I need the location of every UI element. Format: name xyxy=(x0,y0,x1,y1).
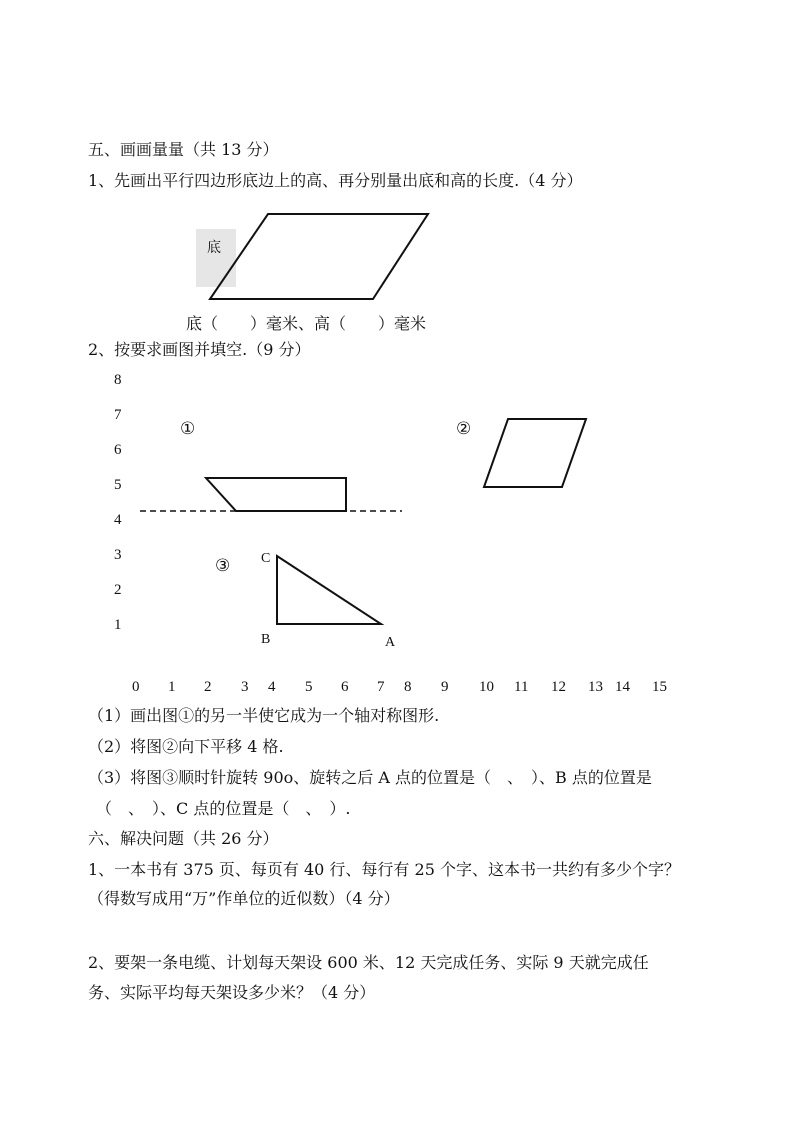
q1-parallelogram xyxy=(210,214,428,299)
q2-sub3-line2: （ 、 ）、C 点的位置是（ 、 ）. xyxy=(96,799,351,818)
section6-q1-line1: 1、一本书有 375 页、每页有 40 行、每行有 25 个字、这本书一共约有多少个字？ xyxy=(88,860,680,879)
x-label-0: 0 xyxy=(132,679,140,695)
y-label-4: 4 xyxy=(114,512,122,528)
q2-sub1: （1）画出图①的另一半使它成为一个轴对称图形. xyxy=(88,706,440,725)
vertex-c-label: C xyxy=(261,551,271,566)
x-label-8: 8 xyxy=(404,679,412,695)
x-label-13: 13 xyxy=(588,679,603,695)
base-label: 底 xyxy=(207,240,221,256)
x-label-10: 10 xyxy=(479,679,494,695)
figure-1-label: ① xyxy=(180,419,196,439)
figure-3-label: ③ xyxy=(215,556,231,576)
x-label-15: 15 xyxy=(652,679,667,695)
y-label-2: 2 xyxy=(114,582,122,598)
section6-title: 六、解决问题（共 26 分） xyxy=(88,829,279,848)
x-label-12: 12 xyxy=(551,679,566,695)
y-label-1: 1 xyxy=(114,617,122,633)
x-label-11: 11 xyxy=(514,679,529,695)
x-label-2: 2 xyxy=(204,679,212,695)
vertex-b-label: B xyxy=(261,632,271,647)
x-label-9: 9 xyxy=(441,679,449,695)
x-label-4: 4 xyxy=(268,679,276,695)
section5-q1-text: 1、先画出平行四边形底边上的高、再分别量出底和高的长度.（4 分） xyxy=(88,171,583,190)
figure-2-label: ② xyxy=(456,419,472,439)
section6-q1-line2: （得数写成用“万”作单位的近似数）（4 分） xyxy=(88,889,400,908)
vertex-a-label: A xyxy=(385,635,396,650)
section6-q2-line2: 务、实际平均每天架设多少米？（4 分） xyxy=(88,983,376,1002)
y-label-6: 6 xyxy=(114,442,122,458)
y-label-7: 7 xyxy=(114,407,122,423)
section6-q2-line1: 2、要架一条电缆、计划每天架设 600 米、12 天完成任务、实际 9 天就完成任 xyxy=(88,953,649,972)
section5-q2-text: 2、按要求画图并填空.（9 分） xyxy=(88,340,311,359)
q2-sub3-line1: （3）将图③顺时针旋转 90o、旋转之后 A 点的位置是（ 、 ）、B 点的位置是 xyxy=(88,768,652,787)
figure-1-shape xyxy=(206,478,346,511)
figure-2-parallelogram xyxy=(484,419,586,487)
q1-answer-line: 底（ ）毫米、高（ ）毫米 xyxy=(186,314,427,333)
y-label-8: 8 xyxy=(114,372,122,388)
x-label-1: 1 xyxy=(168,679,176,695)
figure-3-triangle xyxy=(277,556,381,624)
x-label-7: 7 xyxy=(377,679,385,695)
x-label-3: 3 xyxy=(241,679,249,695)
section5-title: 五、画画量量（共 13 分） xyxy=(88,140,279,159)
x-label-14: 14 xyxy=(615,679,630,695)
y-label-5: 5 xyxy=(114,477,122,493)
x-label-5: 5 xyxy=(305,679,313,695)
x-label-6: 6 xyxy=(341,679,349,695)
q2-sub2: （2）将图②向下平移 4 格. xyxy=(88,737,284,756)
y-label-3: 3 xyxy=(114,547,122,563)
